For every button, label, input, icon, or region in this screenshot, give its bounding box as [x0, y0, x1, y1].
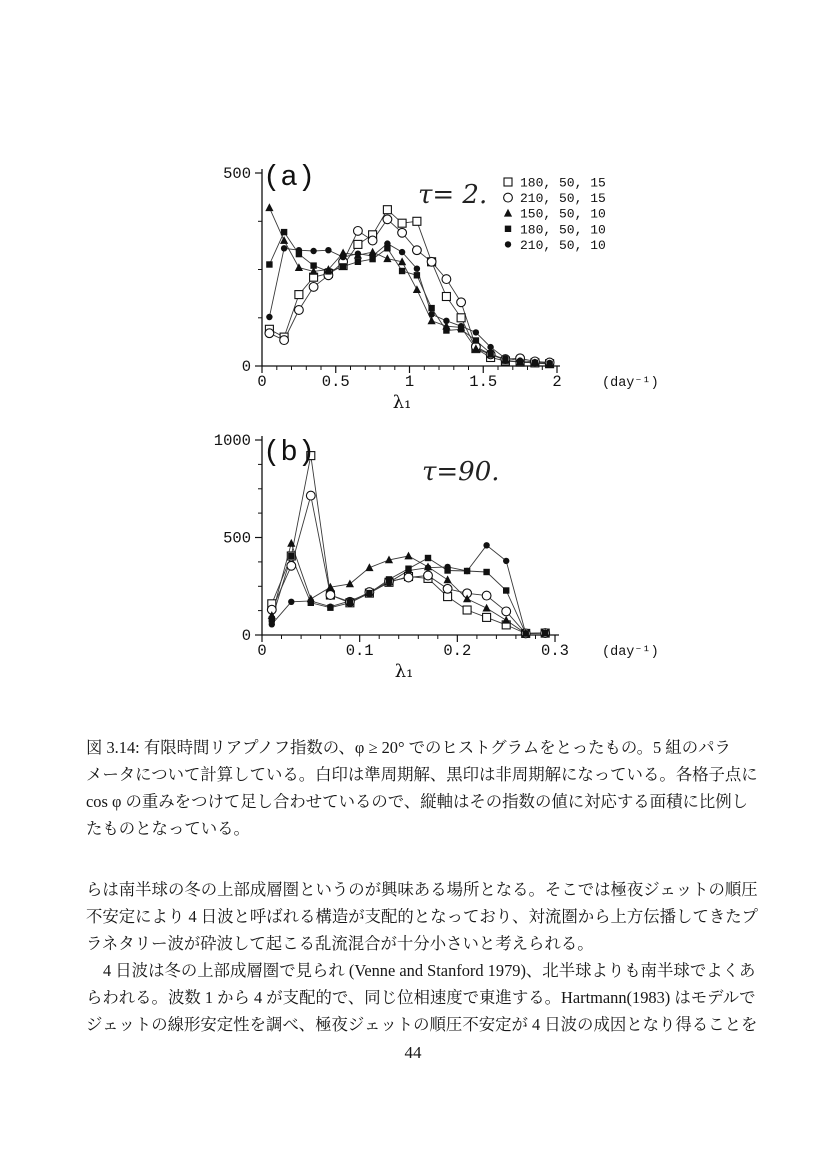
caption-line: 図 3.14: 有限時間リアプノフ指数の、φ ≥ 20° でのヒストグラムをとったもの。5 組のパラ: [86, 738, 731, 757]
marker-open-circle: [457, 298, 466, 307]
series-line: [272, 456, 545, 634]
marker-filled-square: [355, 259, 361, 265]
marker-filled-circle: [425, 565, 431, 571]
marker-open-circle: [295, 306, 304, 315]
legend-entry: [505, 222, 606, 237]
marker-filled-circle: [369, 253, 375, 259]
marker-filled-square: [443, 327, 449, 333]
x-axis-title: λ₁: [394, 661, 414, 682]
caption-line: たものとなっている。: [86, 819, 250, 838]
marker-open-square: [444, 593, 452, 601]
marker-filled-triangle: [502, 616, 510, 624]
marker-filled-circle: [487, 344, 493, 350]
x-axis-title: λ₁: [392, 392, 412, 413]
marker-filled-square: [288, 553, 294, 559]
legend-label: 180, 50, 10: [520, 222, 606, 238]
marker-filled-circle: [532, 359, 538, 365]
marker-filled-square: [487, 350, 493, 356]
marker-open-circle: [442, 275, 451, 284]
marker-filled-triangle: [280, 236, 288, 244]
marker-open-circle: [427, 257, 436, 266]
legend-entry: [504, 176, 606, 191]
body-text: [86, 876, 759, 1038]
marker-filled-triangle: [444, 575, 452, 583]
marker-filled-square: [473, 337, 479, 343]
figure-panel-b-chart: [178, 418, 738, 693]
marker-filled-circle: [523, 630, 529, 636]
marker-filled-circle: [325, 247, 331, 253]
legend-entry: [504, 191, 606, 206]
marker-filled-circle: [503, 558, 509, 564]
marker-open-circle: [424, 571, 433, 580]
marker-filled-circle: [464, 568, 470, 574]
marker-filled-circle: [355, 251, 361, 257]
panel-label: (a): [263, 161, 316, 194]
x-tick-label: 0.3: [541, 642, 569, 660]
marker-filled-square: [266, 261, 272, 267]
marker-filled-circle: [546, 360, 552, 366]
marker-filled-triangle: [365, 563, 373, 571]
marker-filled-circle: [310, 248, 316, 254]
panel-label: (b): [263, 436, 316, 469]
marker-open-square: [295, 291, 303, 299]
marker-filled-circle: [340, 254, 346, 260]
marker-filled-circle: [308, 598, 314, 604]
marker-open-circle: [309, 283, 318, 292]
marker-filled-circle: [443, 318, 449, 324]
marker-filled-circle: [269, 621, 275, 627]
marker-filled-circle: [483, 542, 489, 548]
marker-filled-circle: [502, 355, 508, 361]
marker-open-circle: [404, 573, 413, 582]
body-line: 不安定により 4 日波と呼ばれる構造が支配的となっており、対流圏から上方伝播してきたプ: [86, 907, 759, 926]
marker-filled-square: [310, 262, 316, 268]
marker-open-circle: [287, 561, 296, 570]
marker-open-circle: [504, 193, 513, 202]
marker-open-square: [457, 314, 465, 322]
body-line: 4 日波は冬の上部成層圏で見られ (Venne and Stanford 1979)、北半球よりも南半球でよくあ: [103, 961, 756, 980]
marker-open-square: [483, 613, 491, 621]
marker-filled-triangle: [265, 203, 273, 211]
body-line: ラネタリー波が砕波して起こる乱流混合が十分小さいと考えられる。: [86, 934, 594, 953]
figure-caption: [86, 734, 758, 842]
marker-filled-triangle: [413, 285, 421, 293]
marker-open-square: [504, 178, 512, 186]
marker-open-circle: [482, 591, 491, 600]
marker-filled-circle: [542, 630, 548, 636]
marker-open-circle: [413, 246, 422, 255]
marker-open-circle: [443, 584, 452, 593]
marker-filled-triangle: [295, 263, 303, 271]
marker-open-circle: [502, 607, 511, 616]
caption-line: cos φ の重みをつけて足し合わせているので、縦軸はその指数の値に対応する面積に比例し: [86, 792, 749, 811]
marker-open-square: [398, 219, 406, 227]
marker-open-square: [463, 606, 471, 614]
x-tick-label: 0.5: [321, 373, 350, 391]
marker-open-circle: [383, 215, 392, 224]
tau-annotation: τ= 2.: [418, 180, 488, 210]
marker-open-circle: [280, 336, 289, 345]
marker-filled-square: [414, 272, 420, 278]
legend-label: 210, 50, 10: [520, 237, 606, 253]
marker-filled-circle: [366, 590, 372, 596]
body-line: ジェットの線形安定性を調べ、極夜ジェットの順圧不安定が 4 日波の成因となり得ることを: [86, 1015, 758, 1034]
marker-filled-triangle: [483, 604, 491, 612]
marker-filled-square: [428, 305, 434, 311]
marker-filled-circle: [473, 329, 479, 335]
marker-filled-circle: [347, 598, 353, 604]
marker-filled-square: [281, 229, 287, 235]
series-line: [269, 244, 549, 363]
marker-filled-triangle: [383, 254, 391, 262]
marker-filled-square: [340, 263, 346, 269]
marker-filled-circle: [281, 245, 287, 251]
marker-filled-square: [503, 587, 509, 593]
marker-filled-circle: [444, 564, 450, 570]
marker-open-square: [383, 206, 391, 214]
body-line: らわれる。波数 1 から 4 が支配的で、同じ位相速度で東進する。Hartmann(1983) はモデルで: [86, 988, 756, 1007]
legend-label: 210, 50, 15: [520, 191, 606, 207]
legend-entry: [504, 207, 606, 222]
legend-entry: [505, 238, 606, 253]
marker-filled-triangle: [346, 580, 354, 588]
x-tick-label: 0: [257, 373, 267, 391]
legend-label: 180, 50, 15: [520, 175, 606, 191]
marker-open-square: [413, 217, 421, 225]
marker-filled-circle: [405, 567, 411, 573]
marker-filled-triangle: [504, 209, 512, 217]
marker-filled-square: [483, 569, 489, 575]
marker-open-circle: [326, 591, 335, 600]
marker-open-circle: [398, 228, 407, 237]
marker-open-circle: [306, 491, 315, 500]
marker-filled-circle: [266, 314, 272, 320]
body-line: らは南半球の冬の上部成層圏というのが興味ある場所となる。そこでは極夜ジェットの順圧: [86, 880, 758, 899]
y-tick-label: 0: [241, 358, 251, 376]
marker-filled-square: [325, 268, 331, 274]
x-tick-label: 1: [404, 373, 415, 391]
marker-filled-circle: [384, 240, 390, 246]
y-tick-label: 0: [241, 627, 251, 645]
marker-filled-circle: [386, 579, 392, 585]
marker-filled-circle: [414, 266, 420, 272]
y-tick-label: 1000: [213, 432, 251, 450]
marker-open-circle: [354, 227, 363, 236]
page-number: 44: [404, 1043, 422, 1062]
marker-filled-triangle: [404, 552, 412, 560]
marker-filled-circle: [327, 604, 333, 610]
x-tick-label: 0: [257, 642, 267, 660]
marker-open-square: [442, 293, 450, 301]
marker-open-square: [354, 240, 362, 248]
x-tick-label: 1.5: [469, 373, 498, 391]
y-tick-label: 500: [223, 165, 251, 183]
marker-filled-square: [399, 268, 405, 274]
x-tick-label: 2: [552, 373, 562, 391]
x-axis-unit: (day⁻¹): [602, 645, 659, 660]
tau-annotation: τ=90.: [422, 457, 500, 487]
marker-open-circle: [265, 329, 274, 338]
x-tick-label: 0.1: [345, 642, 374, 660]
marker-filled-square: [505, 226, 511, 232]
marker-filled-circle: [288, 599, 294, 605]
marker-filled-circle: [296, 247, 302, 253]
marker-filled-circle: [505, 241, 511, 247]
marker-filled-square: [425, 555, 431, 561]
x-axis-unit: (day⁻¹): [602, 376, 659, 391]
x-tick-label: 0.2: [443, 642, 472, 660]
marker-open-circle: [368, 236, 377, 245]
marker-filled-triangle: [428, 316, 436, 324]
marker-filled-circle: [458, 323, 464, 329]
marker-filled-circle: [399, 249, 405, 255]
caption-line: メータについて計算している。白印は準周期解、黒印は非周期解になっている。各格子点に: [86, 765, 758, 784]
y-tick-label: 500: [223, 529, 251, 548]
figure-panel-a-chart: [178, 145, 738, 423]
legend-label: 150, 50, 10: [520, 206, 606, 222]
marker-filled-circle: [428, 311, 434, 317]
marker-filled-circle: [517, 357, 523, 363]
